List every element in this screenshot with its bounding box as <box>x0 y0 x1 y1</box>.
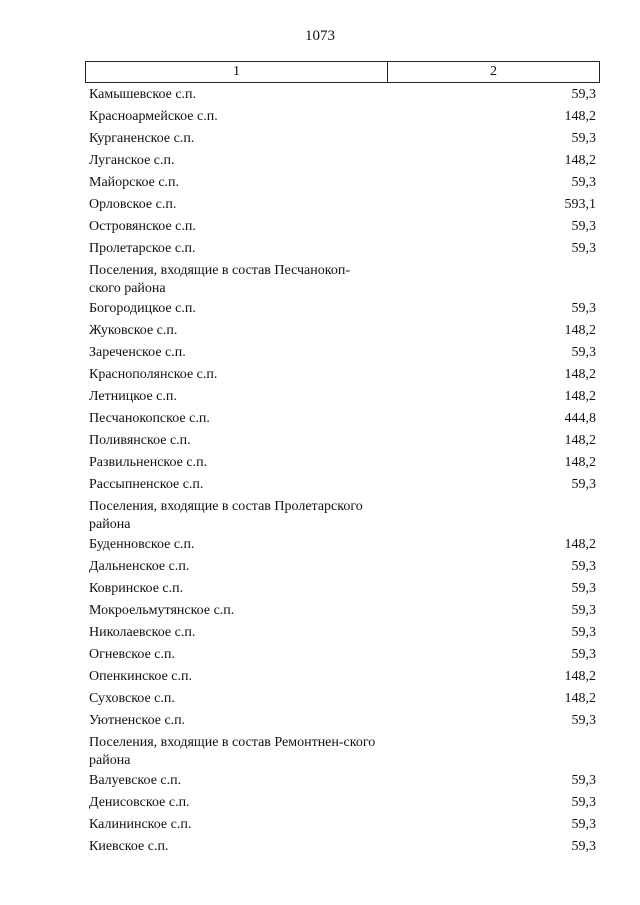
settlement-name: Суховское с.п. <box>89 691 175 706</box>
allocation-table <box>85 61 600 860</box>
table-row <box>85 218 600 240</box>
table-row <box>85 580 600 602</box>
amount-value: 59,3 <box>571 603 596 618</box>
table-row <box>85 388 600 410</box>
table-group-heading-row <box>85 262 600 300</box>
amount-value: 148,2 <box>564 389 596 404</box>
table-row <box>85 130 600 152</box>
settlement-name: Ковринское с.п. <box>89 581 184 596</box>
table-row <box>85 536 600 558</box>
table-row <box>85 668 600 690</box>
table-row <box>85 646 600 668</box>
settlement-name: Опенкинское с.п. <box>89 669 192 684</box>
table-row <box>85 366 600 388</box>
amount-value: 59,3 <box>571 219 596 234</box>
table-group-heading-row <box>85 734 600 772</box>
amount-value: 148,2 <box>564 153 596 168</box>
settlement-name: Буденновское с.п. <box>89 537 195 552</box>
group-heading: Поселения, входящие в состав Песчанокоп-ского района <box>89 263 351 296</box>
table-row <box>85 300 600 322</box>
table-row <box>85 410 600 432</box>
settlement-name: Курганенское с.п. <box>89 131 195 146</box>
table-row <box>85 152 600 174</box>
settlement-name: Валуевское с.п. <box>89 773 182 788</box>
settlement-name: Жуковское с.п. <box>89 323 178 338</box>
table-row <box>85 712 600 734</box>
page-number: 1073 <box>305 28 335 44</box>
settlement-name: Майорское с.п. <box>89 175 180 190</box>
settlement-name: Уютненское с.п. <box>89 713 186 728</box>
settlement-name: Пролетарское с.п. <box>89 241 196 256</box>
settlement-name: Рассыпненское с.п. <box>89 477 204 492</box>
table-row <box>85 624 600 646</box>
amount-value: 59,3 <box>571 301 596 316</box>
amount-value: 59,3 <box>571 559 596 574</box>
settlement-name: Островянское с.п. <box>89 219 196 234</box>
amount-value: 59,3 <box>571 131 596 146</box>
amount-value <box>387 498 600 536</box>
table-row <box>85 454 600 476</box>
amount-value: 59,3 <box>571 647 596 662</box>
amount-value: 148,2 <box>564 367 596 382</box>
amount-value: 148,2 <box>564 433 596 448</box>
amount-value: 59,3 <box>571 817 596 832</box>
settlement-name: Мокроельмутянское с.п. <box>89 603 235 618</box>
table-row <box>85 344 600 366</box>
settlement-name: Орловское с.п. <box>89 197 177 212</box>
amount-value: 59,3 <box>571 795 596 810</box>
table-body <box>85 83 600 860</box>
settlement-name: Дальненское с.п. <box>89 559 190 574</box>
table-row <box>85 322 600 344</box>
amount-value: 593,1 <box>564 197 596 212</box>
settlement-name: Богородицкое с.п. <box>89 301 196 316</box>
settlement-name: Денисовское с.п. <box>89 795 190 810</box>
table-row <box>85 690 600 712</box>
table-row <box>85 108 600 130</box>
settlement-name: Красноармейское с.п. <box>89 109 218 124</box>
settlement-name: Летницкое с.п. <box>89 389 177 404</box>
table-row <box>85 240 600 262</box>
amount-value: 148,2 <box>564 691 596 706</box>
table-row <box>85 794 600 816</box>
column-header-1: 1 <box>86 62 388 82</box>
amount-value: 148,2 <box>564 323 596 338</box>
settlement-name: Огневское с.п. <box>89 647 175 662</box>
group-heading: Поселения, входящие в состав Ремонтнен-ского района <box>89 735 376 768</box>
table-row <box>85 432 600 454</box>
table-header-row <box>85 61 600 83</box>
settlement-name: Краснополянское с.п. <box>89 367 218 382</box>
table-row <box>85 772 600 794</box>
amount-value: 59,3 <box>571 477 596 492</box>
amount-value: 148,2 <box>564 669 596 684</box>
table-row <box>85 174 600 196</box>
settlement-name: Песчанокопское с.п. <box>89 411 210 426</box>
settlement-name: Николаевское с.п. <box>89 625 196 640</box>
table-row <box>85 196 600 218</box>
amount-value: 59,3 <box>571 581 596 596</box>
amount-value: 59,3 <box>571 773 596 788</box>
settlement-name: Поливянское с.п. <box>89 433 191 448</box>
table-group-heading-row <box>85 498 600 536</box>
settlement-name: Киевское с.п. <box>89 839 169 854</box>
amount-value: 59,3 <box>571 713 596 728</box>
amount-value <box>387 262 600 300</box>
settlement-name: Луганское с.п. <box>89 153 175 168</box>
amount-value: 148,2 <box>564 455 596 470</box>
table-row <box>85 602 600 624</box>
group-heading: Поселения, входящие в состав Пролетарского района <box>89 499 363 532</box>
amount-value: 59,3 <box>571 625 596 640</box>
amount-value: 59,3 <box>571 175 596 190</box>
settlement-name: Развильненское с.п. <box>89 455 208 470</box>
amount-value: 59,3 <box>571 241 596 256</box>
amount-value: 148,2 <box>564 109 596 124</box>
table-row <box>85 476 600 498</box>
amount-value: 148,2 <box>564 537 596 552</box>
amount-value: 59,3 <box>571 87 596 102</box>
settlement-name: Зареченское с.п. <box>89 345 186 360</box>
table-row <box>85 86 600 108</box>
column-header-2: 2 <box>490 64 497 79</box>
table-row <box>85 558 600 580</box>
table-row <box>85 816 600 838</box>
amount-value: 59,3 <box>571 345 596 360</box>
table-row <box>85 838 600 860</box>
amount-value <box>387 734 600 772</box>
amount-value: 444,8 <box>564 411 596 426</box>
settlement-name: Камышевское с.п. <box>89 87 197 102</box>
amount-value: 59,3 <box>571 839 596 854</box>
settlement-name: Калининское с.п. <box>89 817 192 832</box>
